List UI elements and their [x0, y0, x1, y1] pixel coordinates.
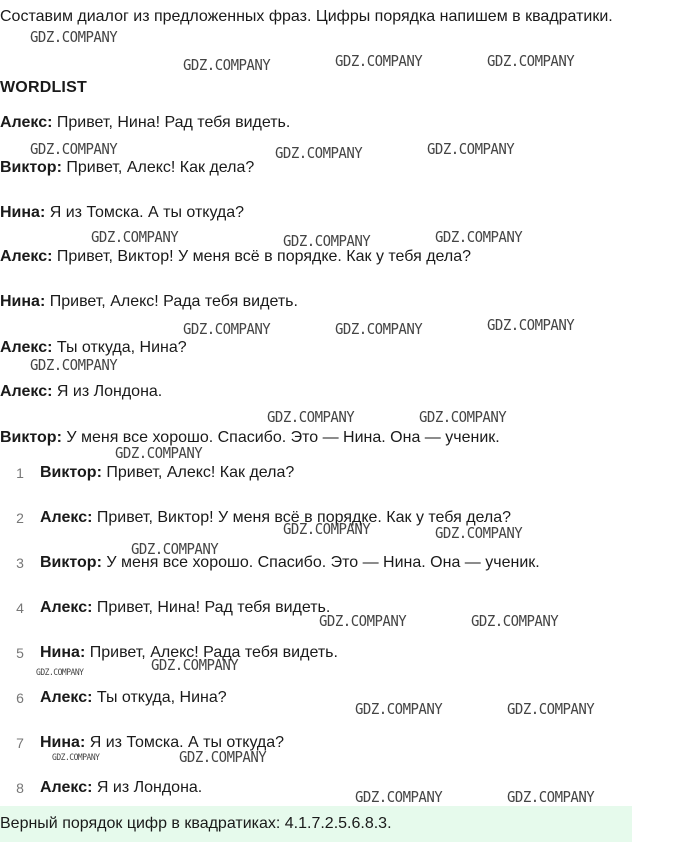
watermark-text: GDZ.COMPANY [52, 752, 100, 763]
watermark-text: GDZ.COMPANY [179, 749, 267, 767]
phrase-text: Привет, Нина! Рад тебя видеть. [92, 599, 331, 616]
order-number: 7 [16, 735, 24, 751]
order-number: 2 [16, 510, 24, 526]
watermark-text: GDZ.COMPANY [435, 229, 523, 247]
watermark-text: GDZ.COMPANY [36, 667, 84, 678]
phrase-text: Привет, Алекс! Рада тебя видеть. [85, 644, 338, 661]
phrase-text: Ты откуда, Нина? [92, 689, 227, 706]
phrase-text: Привет, Алекс! Рада тебя видеть. [45, 293, 298, 310]
phrase-text: Привет, Нина! Рад тебя видеть. [52, 114, 291, 131]
speaker-name: Нина: [0, 204, 46, 221]
speaker-name: Алекс: [0, 339, 53, 356]
speaker-name: Алекс: [40, 599, 93, 616]
watermark-text: GDZ.COMPANY [471, 613, 559, 631]
phrase-text: Привет, Виктор! У меня всё в порядке. Как у тебя дела? [92, 509, 512, 526]
speaker-name: Виктор: [40, 554, 102, 571]
ordered-item [40, 598, 330, 618]
watermark-text: GDZ.COMPANY [183, 57, 271, 75]
watermark-text: GDZ.COMPANY [507, 789, 595, 807]
watermark-text: GDZ.COMPANY [30, 29, 118, 47]
order-number: 8 [16, 780, 24, 796]
wordlist-item [0, 338, 187, 358]
watermark-text: GDZ.COMPANY [30, 141, 118, 159]
ordered-item [40, 553, 540, 573]
speaker-name: Алекс: [0, 383, 53, 400]
watermark-text: GDZ.COMPANY [151, 657, 239, 675]
watermark-text: GDZ.COMPANY [507, 701, 595, 719]
watermark-text: GDZ.COMPANY [335, 321, 423, 339]
watermark-text: GDZ.COMPANY [355, 789, 443, 807]
watermark-text: GDZ.COMPANY [319, 613, 407, 631]
watermark-text: GDZ.COMPANY [487, 317, 575, 335]
watermark-text: GDZ.COMPANY [91, 229, 179, 247]
speaker-name: Нина: [40, 644, 86, 661]
watermark-text: GDZ.COMPANY [131, 541, 219, 559]
watermark-text: GDZ.COMPANY [267, 409, 355, 427]
speaker-name: Виктор: [0, 429, 62, 446]
speaker-name: Алекс: [40, 689, 93, 706]
watermark-text: GDZ.COMPANY [283, 233, 371, 251]
phrase-text: Ты откуда, Нина? [52, 339, 187, 356]
order-number: 1 [16, 465, 24, 481]
order-number: 5 [16, 645, 24, 661]
phrase-text: Я из Лондона. [92, 779, 203, 796]
phrase-text: Привет, Алекс! Как дела? [101, 464, 295, 481]
speaker-name: Алекс: [40, 509, 93, 526]
ordered-item [40, 778, 202, 798]
order-number: 4 [16, 600, 24, 616]
speaker-name: Нина: [40, 734, 86, 751]
ordered-item [40, 463, 294, 483]
phrase-text: Привет, Виктор! У меня всё в порядке. Как у тебя дела? [52, 248, 472, 265]
wordlist-item [0, 247, 471, 267]
wordlist-item [0, 292, 298, 312]
order-number: 3 [16, 555, 24, 571]
answer-text: Верный порядок цифр в квадратиках: 4.1.7.2.5.6.8.3. [0, 815, 392, 832]
phrase-text: Я из Лондона. [52, 383, 163, 400]
phrase-text: Я из Томска. А ты откуда? [85, 734, 285, 751]
wordlist-heading: WORDLIST [0, 79, 87, 96]
wordlist-item [0, 203, 244, 223]
answer-box [0, 806, 632, 842]
ordered-item [40, 688, 227, 708]
phrase-text: У меня все хорошо. Спасибо. Это — Нина. Она — ученик. [61, 429, 500, 446]
watermark-text: GDZ.COMPANY [30, 357, 118, 375]
wordlist-item [0, 158, 254, 178]
intro-text: Составим диалог из предложенных фраз. Цифры порядка напишем в квадратики. [0, 8, 613, 25]
speaker-name: Алекс: [40, 779, 93, 796]
phrase-text: У меня все хорошо. Спасибо. Это — Нина. Она — ученик. [101, 554, 540, 571]
watermark-text: GDZ.COMPANY [435, 525, 523, 543]
watermark-text: GDZ.COMPANY [335, 53, 423, 71]
speaker-name: Виктор: [0, 159, 62, 176]
speaker-name: Алекс: [0, 114, 53, 131]
watermark-text: GDZ.COMPANY [283, 521, 371, 539]
wordlist-item [0, 382, 162, 402]
watermark-text: GDZ.COMPANY [419, 409, 507, 427]
watermark-text: GDZ.COMPANY [275, 145, 363, 163]
speaker-name: Виктор: [40, 464, 102, 481]
watermark-text: GDZ.COMPANY [427, 141, 515, 159]
order-number: 6 [16, 690, 24, 706]
watermark-text: GDZ.COMPANY [355, 701, 443, 719]
phrase-text: Привет, Алекс! Как дела? [61, 159, 255, 176]
wordlist-item [0, 113, 290, 133]
wordlist-item [0, 428, 500, 448]
phrase-text: Я из Томска. А ты откуда? [45, 204, 245, 221]
watermark-text: GDZ.COMPANY [183, 321, 271, 339]
watermark-text: GDZ.COMPANY [487, 53, 575, 71]
watermark-text: GDZ.COMPANY [115, 445, 203, 463]
speaker-name: Нина: [0, 293, 46, 310]
speaker-name: Алекс: [0, 248, 53, 265]
